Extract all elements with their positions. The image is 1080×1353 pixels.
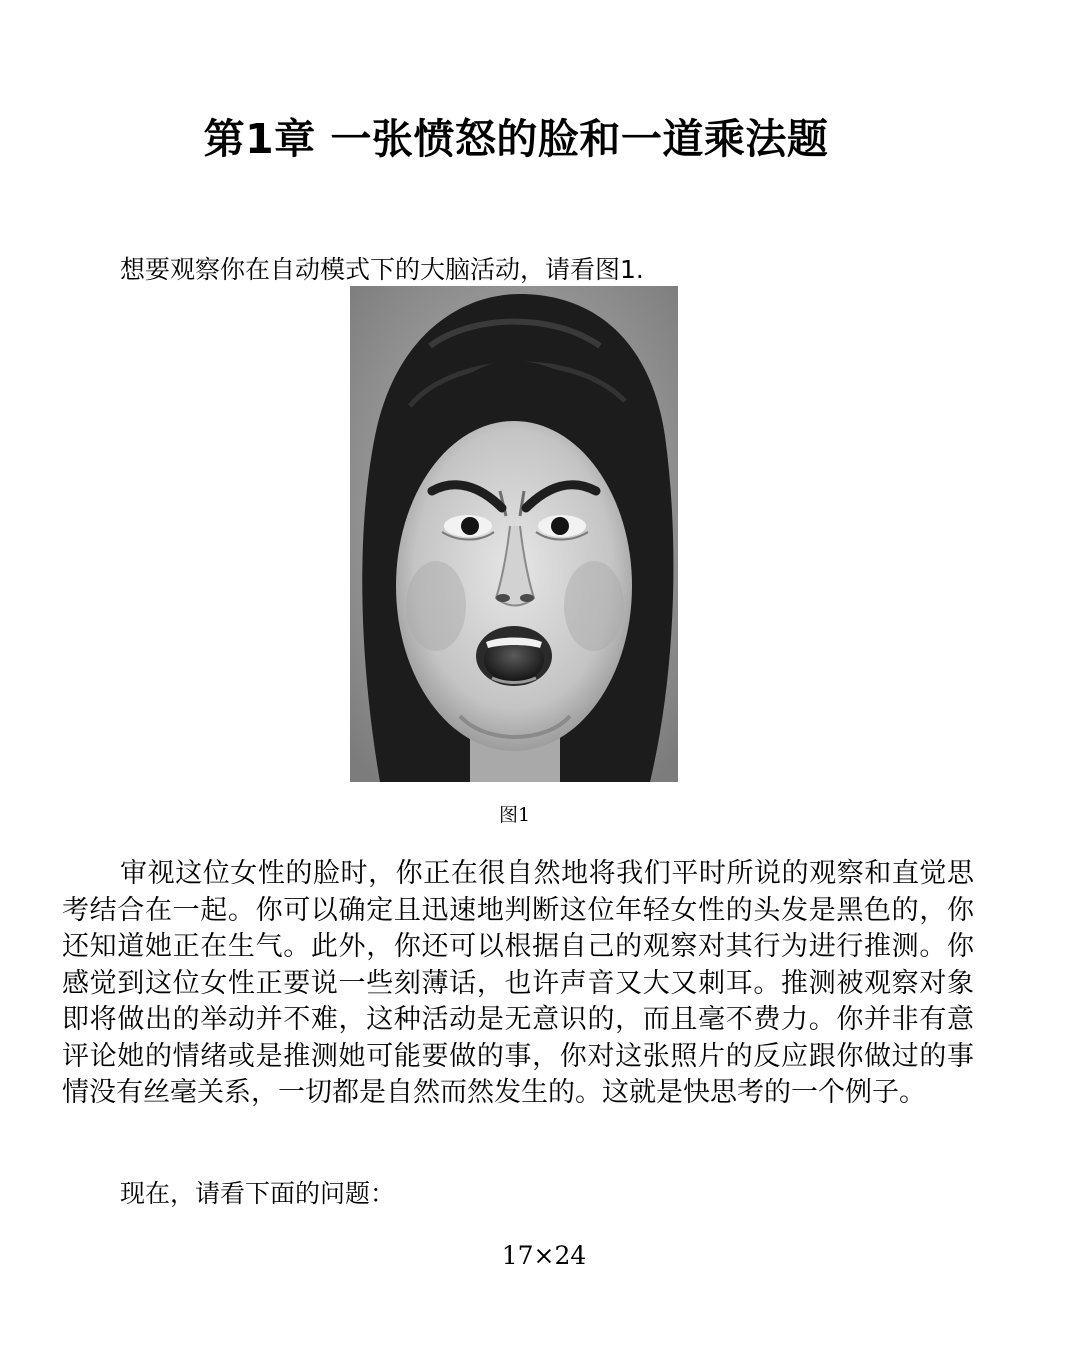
angry-face-illustration: [350, 286, 678, 782]
intro-sentence: 想要观察你在自动模式下的大脑活动，请看图1.: [120, 255, 644, 284]
figure-caption: 图1: [498, 804, 531, 826]
question-prompt: 现在，请看下面的问题：: [120, 1179, 396, 1208]
body-paragraph: 审视这位女性的脸时，你正在很自然地将我们平时所说的观察和直觉思考结合在一起。你可以确定且迅速地判断这位年轻女性的头发是黑色的，你还知道她正在生气。此外，你还可以根据自己的观察对其行为进行推测。你感觉到这位女性正要说一些刻薄话，也许声音又大又刺耳。推测被观察对象即将做出的举动并不难，这种活动是无意识的，而且毫不费力。你并非有意评论她的情绪或是推测她可能要做的事，你对这张照片的反应跟你做过的事情没有丝毫关系，一切都是自然而然发生的。这就是快思考的一个例子。: [62, 858, 974, 1108]
angry-face-photo: [350, 286, 678, 782]
multiplication-problem: 17×24: [501, 1241, 587, 1270]
chapter-title: 第1章 一张愤怒的脸和一道乘法题: [203, 115, 829, 163]
